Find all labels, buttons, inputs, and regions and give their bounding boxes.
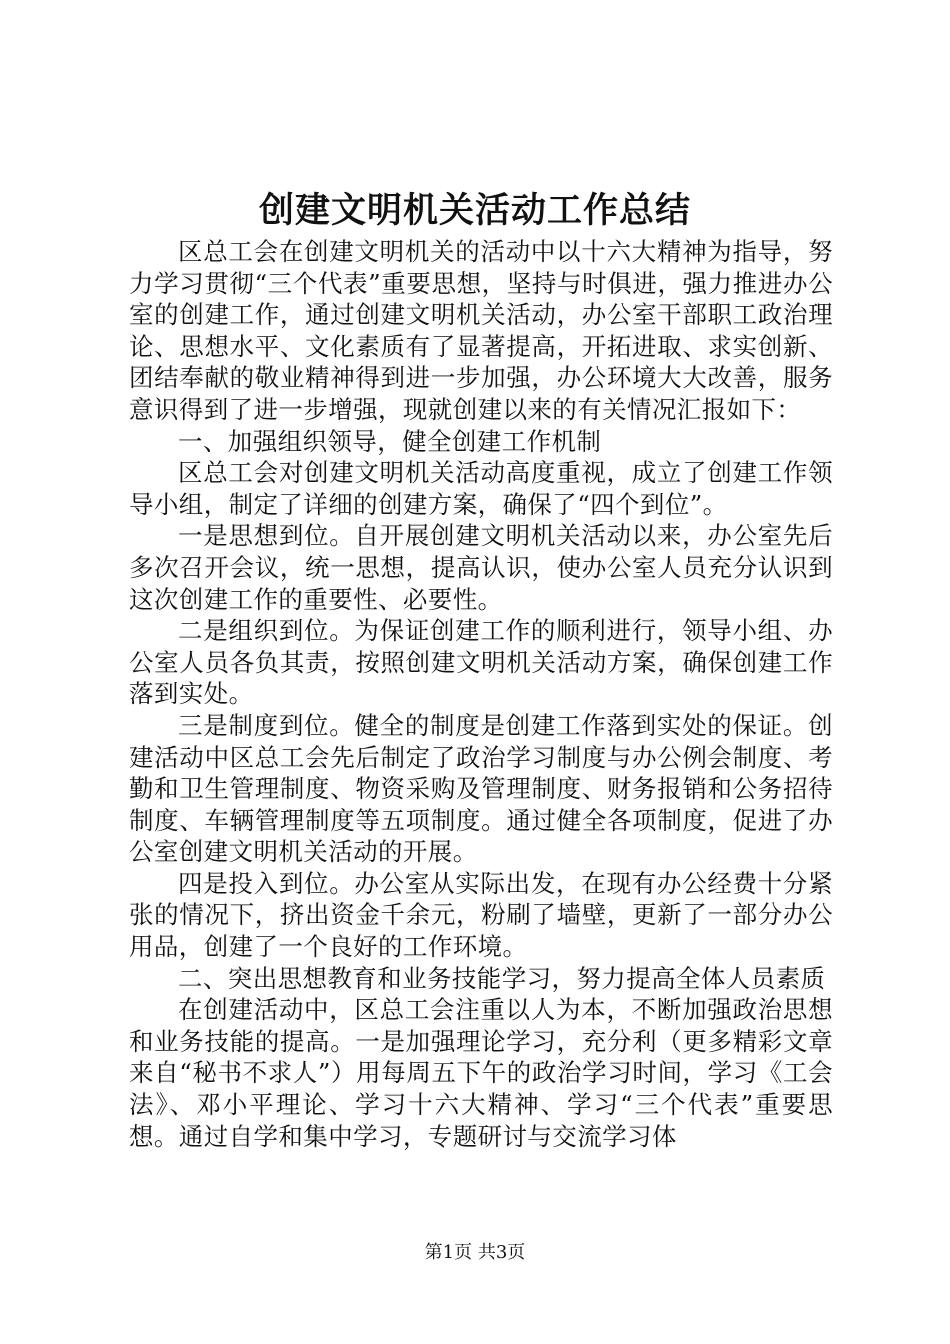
- section-heading-2: 二、突出思想教育和业务技能学习，努力提高全体人员素质: [178, 963, 826, 993]
- page-title: 创建文明机关活动工作总结: [258, 190, 691, 231]
- paragraph-organization: 二是组织到位。为保证创建工作的顺利进行，领导小组、办公室人员各负其责，按照创建文明机关活动方案，确保创建工作落到实处。: [129, 616, 833, 709]
- paragraph-system: 三是制度到位。健全的制度是创建工作落到实处的保证。创建活动中区总工会先后制定了政治学习制度与办公例会制度、考勤和卫生管理制度、物资采购及管理制度、财务报销和公务招待制度、车辆管理制度等五项制度。通过健全各项制度，促进了办公室创建文明机关活动的开展。: [129, 710, 833, 867]
- paragraph-education: 在创建活动中，区总工会注重以人为本，不断加强政治思想和业务技能的提高。一是加强理论学习，充分利（更多精彩文章来自“秘书不求人”）用每周五下午的政治学习时间，学习《工会法》、邓小平理论、学习十六大精神、学习“三个代表”重要思想。通过自学和集中学习，专题研讨与交流学习体: [129, 995, 833, 1151]
- section-heading-1: 一、加强组织领导，健全创建工作机制: [178, 426, 602, 456]
- paragraph-investment: 四是投入到位。办公室从实际出发，在现有办公经费十分紧张的情况下，挤出资金千余元，粉刷了墙壁，更新了一部分办公用品，创建了一个良好的工作环境。: [129, 868, 833, 962]
- paragraph-leadership: 区总工会对创建文明机关活动高度重视，成立了创建工作领导小组，制定了详细的创建方案，确保了“四个到位”。: [129, 458, 833, 519]
- document-body: [129, 236, 833, 1152]
- paragraph-thinking: 一是思想到位。自开展创建文明机关活动以来，办公室先后多次召开会议，统一思想，提高认识，使办公室人员充分认识到这次创建工作的重要性、必要性。: [129, 521, 833, 614]
- page-footer: 第1页 共3页: [424, 1242, 526, 1263]
- paragraph-intro: 区总工会在创建文明机关的活动中以十六大精神为指导，努力学习贯彻“三个代表”重要思想，坚持与时俱进，强力推进办公室的创建工作，通过创建文明机关活动，办公室干部职工政治理论、思想水平、文化素质有了显著提高，开拓进取、求实创新、团结奉献的敬业精神得到进一步加强，办公环境大大改善，服务意识得到了进一步增强，现就创建以来的有关情况汇报如下：: [129, 237, 833, 424]
